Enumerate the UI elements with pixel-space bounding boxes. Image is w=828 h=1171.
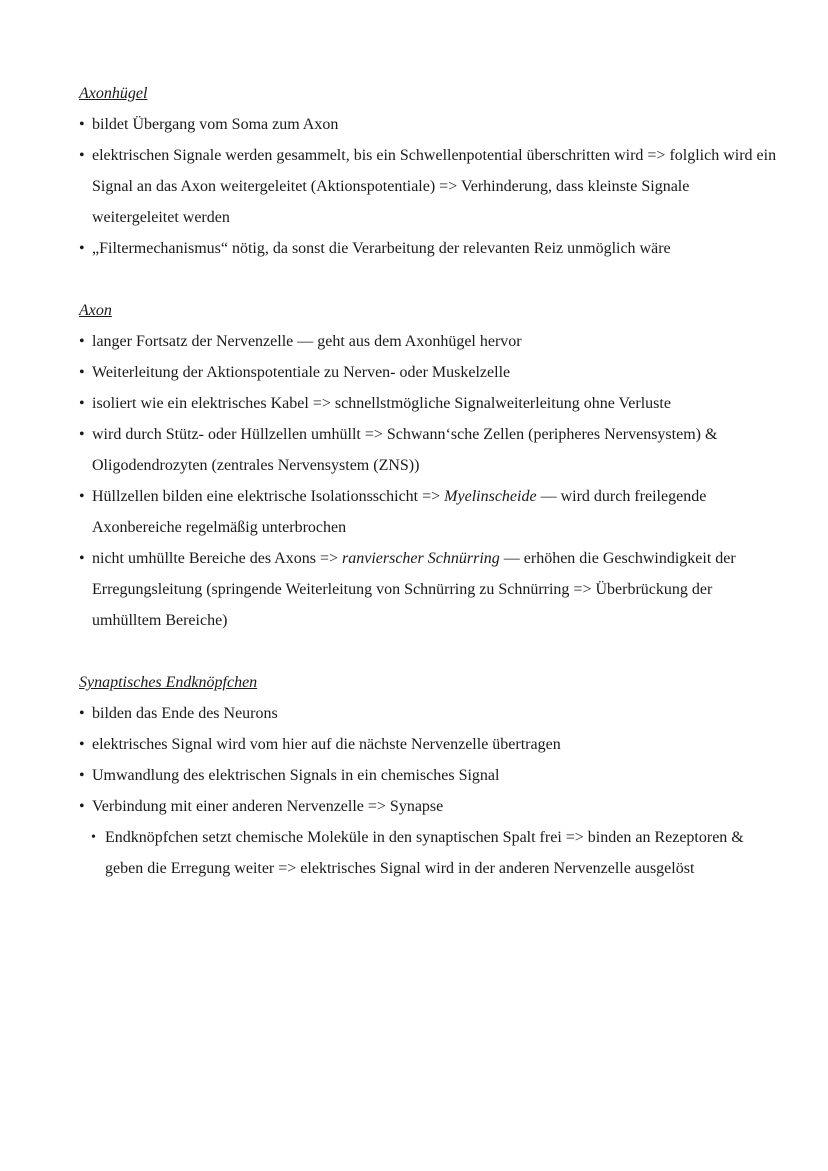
list-item: • bilden das Ende des Neurons [79,698,779,729]
list-item: • bildet Übergang vom Soma zum Axon [79,109,779,140]
bullet-list [79,326,779,636]
section-heading: Axon [79,302,112,319]
list-item: • elektrisches Signal wird vom hier auf die nächste Nervenzelle übertragen [79,729,779,760]
item-text: nicht umhüllte Bereiche des Axons => [92,550,342,567]
list-item: • elektrischen Signale werden gesammelt, bis ein Schwellenpotential überschritten wird => folglich wird ein Signal an das Axon weitergeleitet (Aktionspotentiale) => Verhinderung, dass kleinste Signale weitergeleitet werden [79,140,779,233]
section-heading: Axonhügel [79,85,148,102]
emphasized-term: Myelinscheide [444,488,537,505]
section-synaptisches-endknoepfchen [79,667,779,884]
list-item: • isoliert wie ein elektrisches Kabel => schnellstmögliche Signalweiterleitung ohne Verluste [79,388,779,419]
section-axon [79,295,779,636]
list-item [79,481,779,543]
bullet-list [79,109,779,264]
item-text: — erhöhen die Geschwindigkeit der Erregungsleitung (springende Weiterleitung von Schnürring zu Schnürring => Überbrückung der umhülltem Bereiche) [92,550,736,629]
list-item [79,543,779,636]
item-text: Hüllzellen bilden eine elektrische Isolationsschicht => [92,488,445,505]
list-item: • Verbindung mit einer anderen Nervenzelle => Synapse [79,791,779,822]
list-item: • wird durch Stütz- oder Hüllzellen umhüllt => Schwann‘sche Zellen (peripheres Nervensystem) & Oligodendrozyten (zentrales Nervensystem (ZNS)) [79,419,779,481]
list-item: • „Filtermechanismus“ nötig, da sonst die Verarbeitung der relevanten Reiz unmöglich wäre [79,233,779,264]
list-item: • Umwandlung des elektrischen Signals in ein chemisches Signal [79,760,779,791]
item-text: — wird durch freilegende Axonbereiche regelmäßig unterbrochen [92,488,707,536]
section-heading: Synaptisches Endknöpfchen [79,674,258,691]
document-page [79,78,779,884]
list-item: • Weiterleitung der Aktionspotentiale zu Nerven- oder Muskelzelle [79,357,779,388]
sub-list-item: • Endknöpfchen setzt chemische Moleküle in den synaptischen Spalt frei => binden an Rezeptoren & geben die Erregung weiter => elektrisches Signal wird in der anderen Nervenzelle ausgelöst [79,822,779,884]
section-axonhuegel [79,78,779,264]
list-item: • langer Fortsatz der Nervenzelle — geht aus dem Axonhügel hervor [79,326,779,357]
bullet-list [79,698,779,884]
emphasized-term: ranvierscher Schnürring [342,550,500,567]
